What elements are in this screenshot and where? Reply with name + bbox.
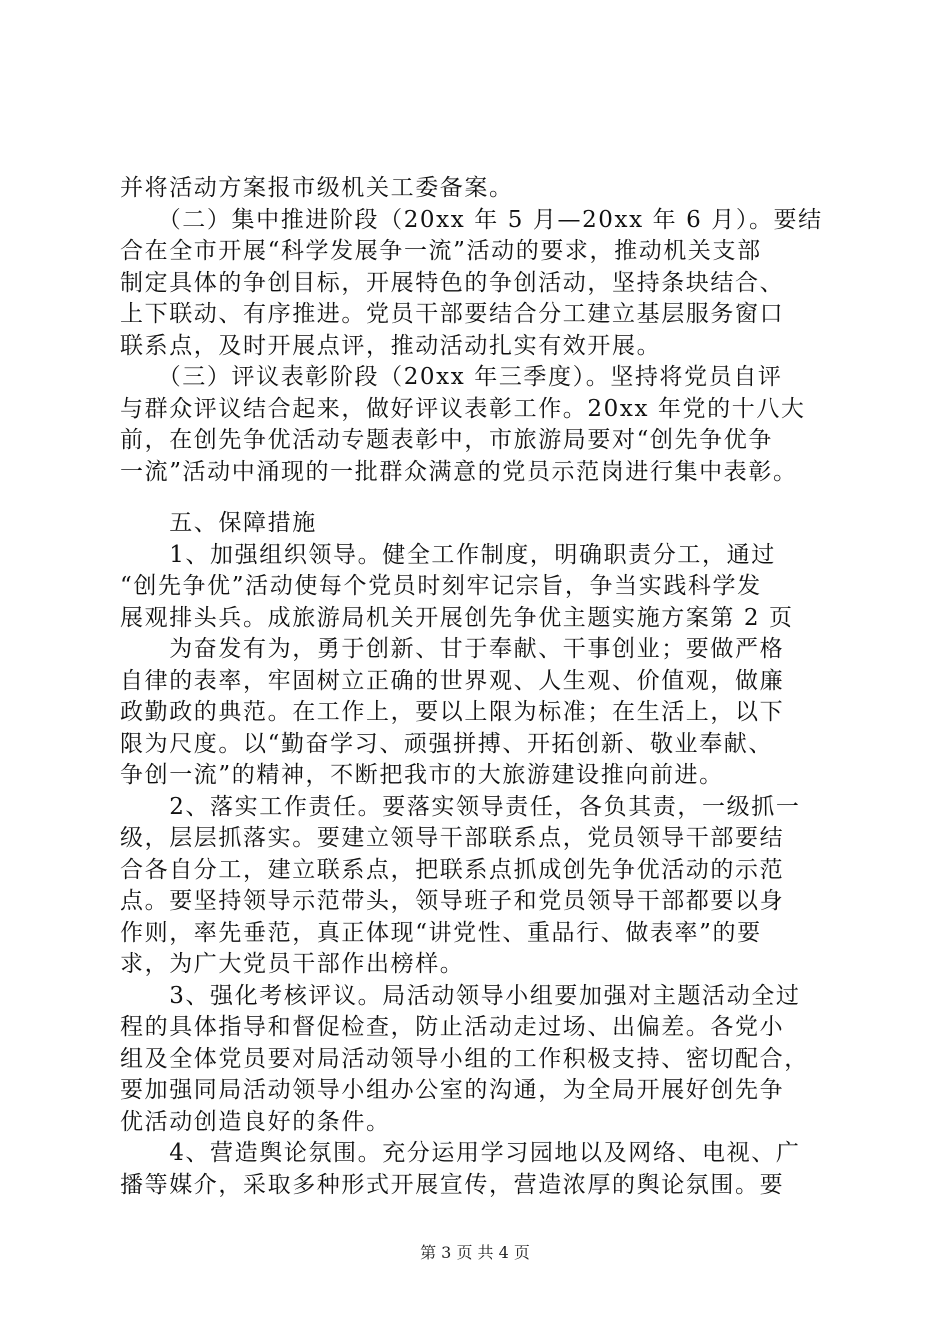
paragraph-gap [120,488,840,508]
text-line: 优活动创造良好的条件。 [120,1108,391,1135]
text-line: 与群众评议结合起来，做好评议表彰工作。20xx 年党的十八大 [120,395,806,422]
text-line: 展观排头兵。成旅游局机关开展创先争优主题实施方案第 2 页 [120,604,794,631]
text-line: 政勤政的典范。在工作上，要以上限为标准；在生活上，以下 [120,699,785,725]
section-heading: 五、保障措施 [120,510,317,536]
text-line: 播等媒介，采取多种形式开展宣传，营造浓厚的舆论氛围。要 [120,1171,785,1198]
text-line: 上下联动、有序推进。党员干部要结合分工建立基层服务窗口 [120,301,785,327]
text-line: 并将活动方案报市级机关工委备案。 [120,175,514,201]
text-line: 组及全体党员要对局活动领导小组的工作积极支持、密切配合， [120,1045,809,1072]
document-body [120,173,840,1201]
text-line: 作则，率先垂范，真正体现“讲党性、重品行、做表率”的要 [120,919,762,946]
text-line: 限为尺度。以“勤奋学习、顽强拼搏、开拓创新、敬业奉献、 [120,730,773,757]
text-line: 合各自分工，建立联系点，把联系点抓成创先争优活动的示范 [120,856,785,883]
text-line: 程的具体指导和督促检查，防止活动走过场、出偏差。各党小 [120,1014,785,1040]
text-line: 制定具体的争创目标，开展特色的争创活动，坚持条块结合、 [120,269,785,296]
text-line: 要加强同局活动领导小组办公室的沟通，为全局开展好创先争 [120,1077,785,1103]
text-line: 自律的表率，牢固树立正确的世界观、人生观、价值观，做廉 [120,667,785,694]
text-line: （三）评议表彰阶段（20xx 年三季度）。坚持将党员自评 [120,364,783,390]
text-line: 求，为广大党员干部作出榜样。 [120,951,465,977]
text-line: 前，在创先争优活动专题表彰中，市旅游局要对“创先争优争 [120,427,773,453]
text-line: 点。要坚持领导示范带头，领导班子和党员领导干部都要以身 [120,888,785,914]
text-line: 一流”活动中涌现的一批群众满意的党员示范岗进行集中表彰。 [120,458,798,485]
text-line: 3、强化考核评议。局活动领导小组要加强对主题活动全过 [120,982,801,1009]
text-line: 联系点，及时开展点评，推动活动扎实有效开展。 [120,332,662,359]
page-number-footer: 第 3 页 共 4 页 [420,1243,530,1262]
text-line: 争创一流”的精神，不断把我市的大旅游建设推向前进。 [120,762,724,788]
text-line: 2、落实工作责任。要落实领导责任，各负其责，一级抓一 [120,793,801,820]
text-line: 1、加强组织领导。健全工作制度，明确职责分工，通过 [120,541,776,568]
text-line: 4、营造舆论氛围。充分运用学习园地以及网络、电视、广 [120,1140,801,1166]
text-line: （二）集中推进阶段（20xx 年 5 月—20xx 年 6 月）。要结 [120,206,823,233]
text-line: “创先争优”活动使每个党员时刻牢记宗旨，争当实践科学发 [120,573,762,599]
text-line: 为奋发有为，勇于创新、甘于奉献、干事创业；要做严格 [120,636,785,662]
text-line: 合在全市开展“科学发展争一流”活动的要求，推动机关支部 [120,238,762,264]
text-line: 级，层层抓落实。要建立领导干部联系点，党员领导干部要结 [120,825,785,851]
